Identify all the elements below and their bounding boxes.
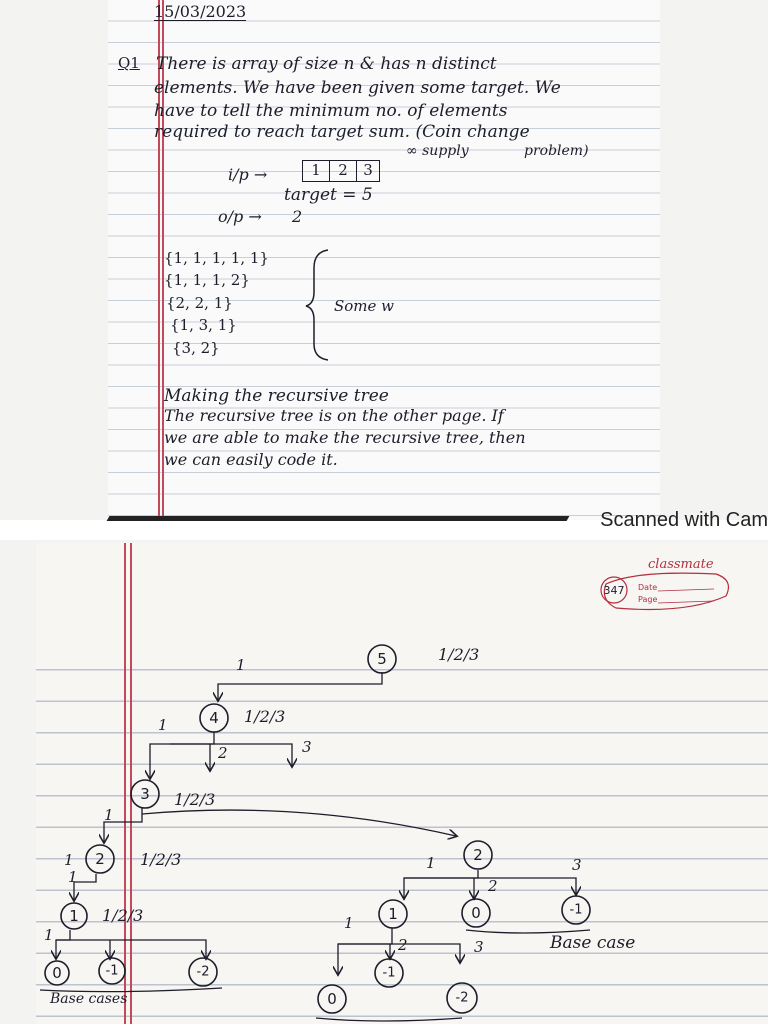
array-cell: 2 (330, 161, 357, 181)
edge-label: 1 (104, 806, 114, 824)
tree-node (368, 645, 396, 673)
combination: {3, 2} (172, 339, 220, 357)
tree-node (464, 841, 492, 869)
tree-node (189, 958, 217, 986)
question-number: Q1 (118, 54, 140, 72)
logo-page-number: 347 (603, 584, 625, 597)
choice-set: 1/2/3 (438, 645, 480, 664)
tree-node (318, 985, 346, 1013)
svg-text:-1: -1 (569, 902, 583, 918)
tree-node (379, 900, 407, 928)
supply-note: ∞ supply (406, 143, 469, 159)
logo-page-label: Page (638, 595, 658, 604)
edge (404, 870, 478, 898)
edge-label: 1 (236, 656, 246, 674)
base-cases-label: Base cases (50, 991, 128, 1007)
problem-word: problem) (524, 143, 589, 159)
edge (218, 672, 382, 700)
edge-label: 1 (44, 926, 54, 944)
tree-edges (40, 672, 590, 1021)
array-cell: 3 (363, 161, 373, 179)
output-label: o/p → (218, 207, 262, 226)
svg-text:0: 0 (471, 904, 481, 922)
edge-label: 2 (398, 936, 408, 954)
scan-caption: Scanned with Cam (600, 509, 768, 531)
recursive-line: we are able to make the recursive tree, then (164, 428, 526, 447)
base-case-label: Base case (550, 933, 636, 953)
combination: {1, 1, 1, 1, 1} (164, 249, 269, 267)
svg-text:0: 0 (327, 990, 337, 1008)
svg-text:-1: -1 (105, 963, 119, 979)
svg-text:2: 2 (473, 846, 483, 864)
tree-node (562, 896, 590, 924)
edge (56, 940, 206, 958)
svg-text:1: 1 (69, 907, 79, 925)
svg-text:-2: -2 (455, 990, 469, 1006)
svg-text:1: 1 (388, 905, 398, 923)
edge-label: 1 (158, 716, 168, 734)
logo-date-label: Date (638, 583, 658, 592)
question-line: There is array of size n & has n distinct (156, 54, 497, 74)
svg-text:5: 5 (377, 650, 387, 668)
combination: {1, 1, 1, 2} (164, 271, 250, 289)
combination: {2, 2, 1} (166, 294, 233, 312)
tree-node (86, 845, 114, 873)
recursive-line: we can easily code it. (164, 450, 338, 469)
edge (56, 930, 70, 958)
recursive-heading: Making the recursive tree (164, 386, 389, 406)
combinations-note: Some w (334, 297, 395, 315)
choice-set: 1/2/3 (174, 790, 216, 809)
svg-text:3: 3 (140, 785, 150, 803)
brace (316, 1018, 462, 1021)
edge-label: 3 (302, 738, 312, 756)
svg-text:-1: -1 (382, 965, 396, 981)
input-label: i/p → (228, 165, 268, 184)
page-date: 15/03/2023 (154, 2, 247, 21)
svg-text:2: 2 (95, 850, 105, 868)
edge-label: 1 (426, 854, 436, 872)
tree-node (61, 903, 87, 929)
edge-label: 1 (64, 851, 74, 869)
question-line: have to tell the minimum no. of elements (154, 101, 508, 121)
tree-node (99, 958, 125, 984)
edge (150, 732, 214, 778)
edge-label: 1 (344, 914, 354, 932)
choice-set: 1/2/3 (244, 707, 286, 726)
choice-set: 1/2/3 (140, 850, 182, 869)
array-cell: 1 (303, 161, 330, 181)
edge-label: 3 (572, 856, 582, 874)
combination: {1, 3, 1} (170, 316, 237, 334)
edge-label: 3 (474, 938, 484, 956)
edge-label: 1 (68, 868, 78, 886)
tree-node (131, 780, 159, 808)
edge (170, 744, 292, 766)
tree-node (45, 961, 69, 985)
edge-label: 2 (488, 877, 498, 895)
choice-set: 1/2/3 (102, 906, 144, 925)
edge (142, 810, 456, 836)
tree-node (375, 959, 403, 987)
edge-label: 2 (218, 744, 228, 762)
question-line: elements. We have been given some target. We (154, 78, 561, 98)
logo-brand: classmate (648, 557, 714, 572)
recursive-line: The recursive tree is on the other page. If (164, 406, 504, 425)
tree-node (447, 983, 477, 1013)
svg-text:0: 0 (52, 964, 62, 982)
svg-text:-2: -2 (196, 964, 210, 980)
output-value: 2 (292, 207, 303, 226)
svg-text:4: 4 (209, 709, 219, 727)
tree-node (462, 899, 490, 927)
target-line: target = 5 (284, 185, 373, 205)
tree-node (200, 704, 228, 732)
question-line: required to reach target sum. (Coin change (154, 122, 530, 142)
